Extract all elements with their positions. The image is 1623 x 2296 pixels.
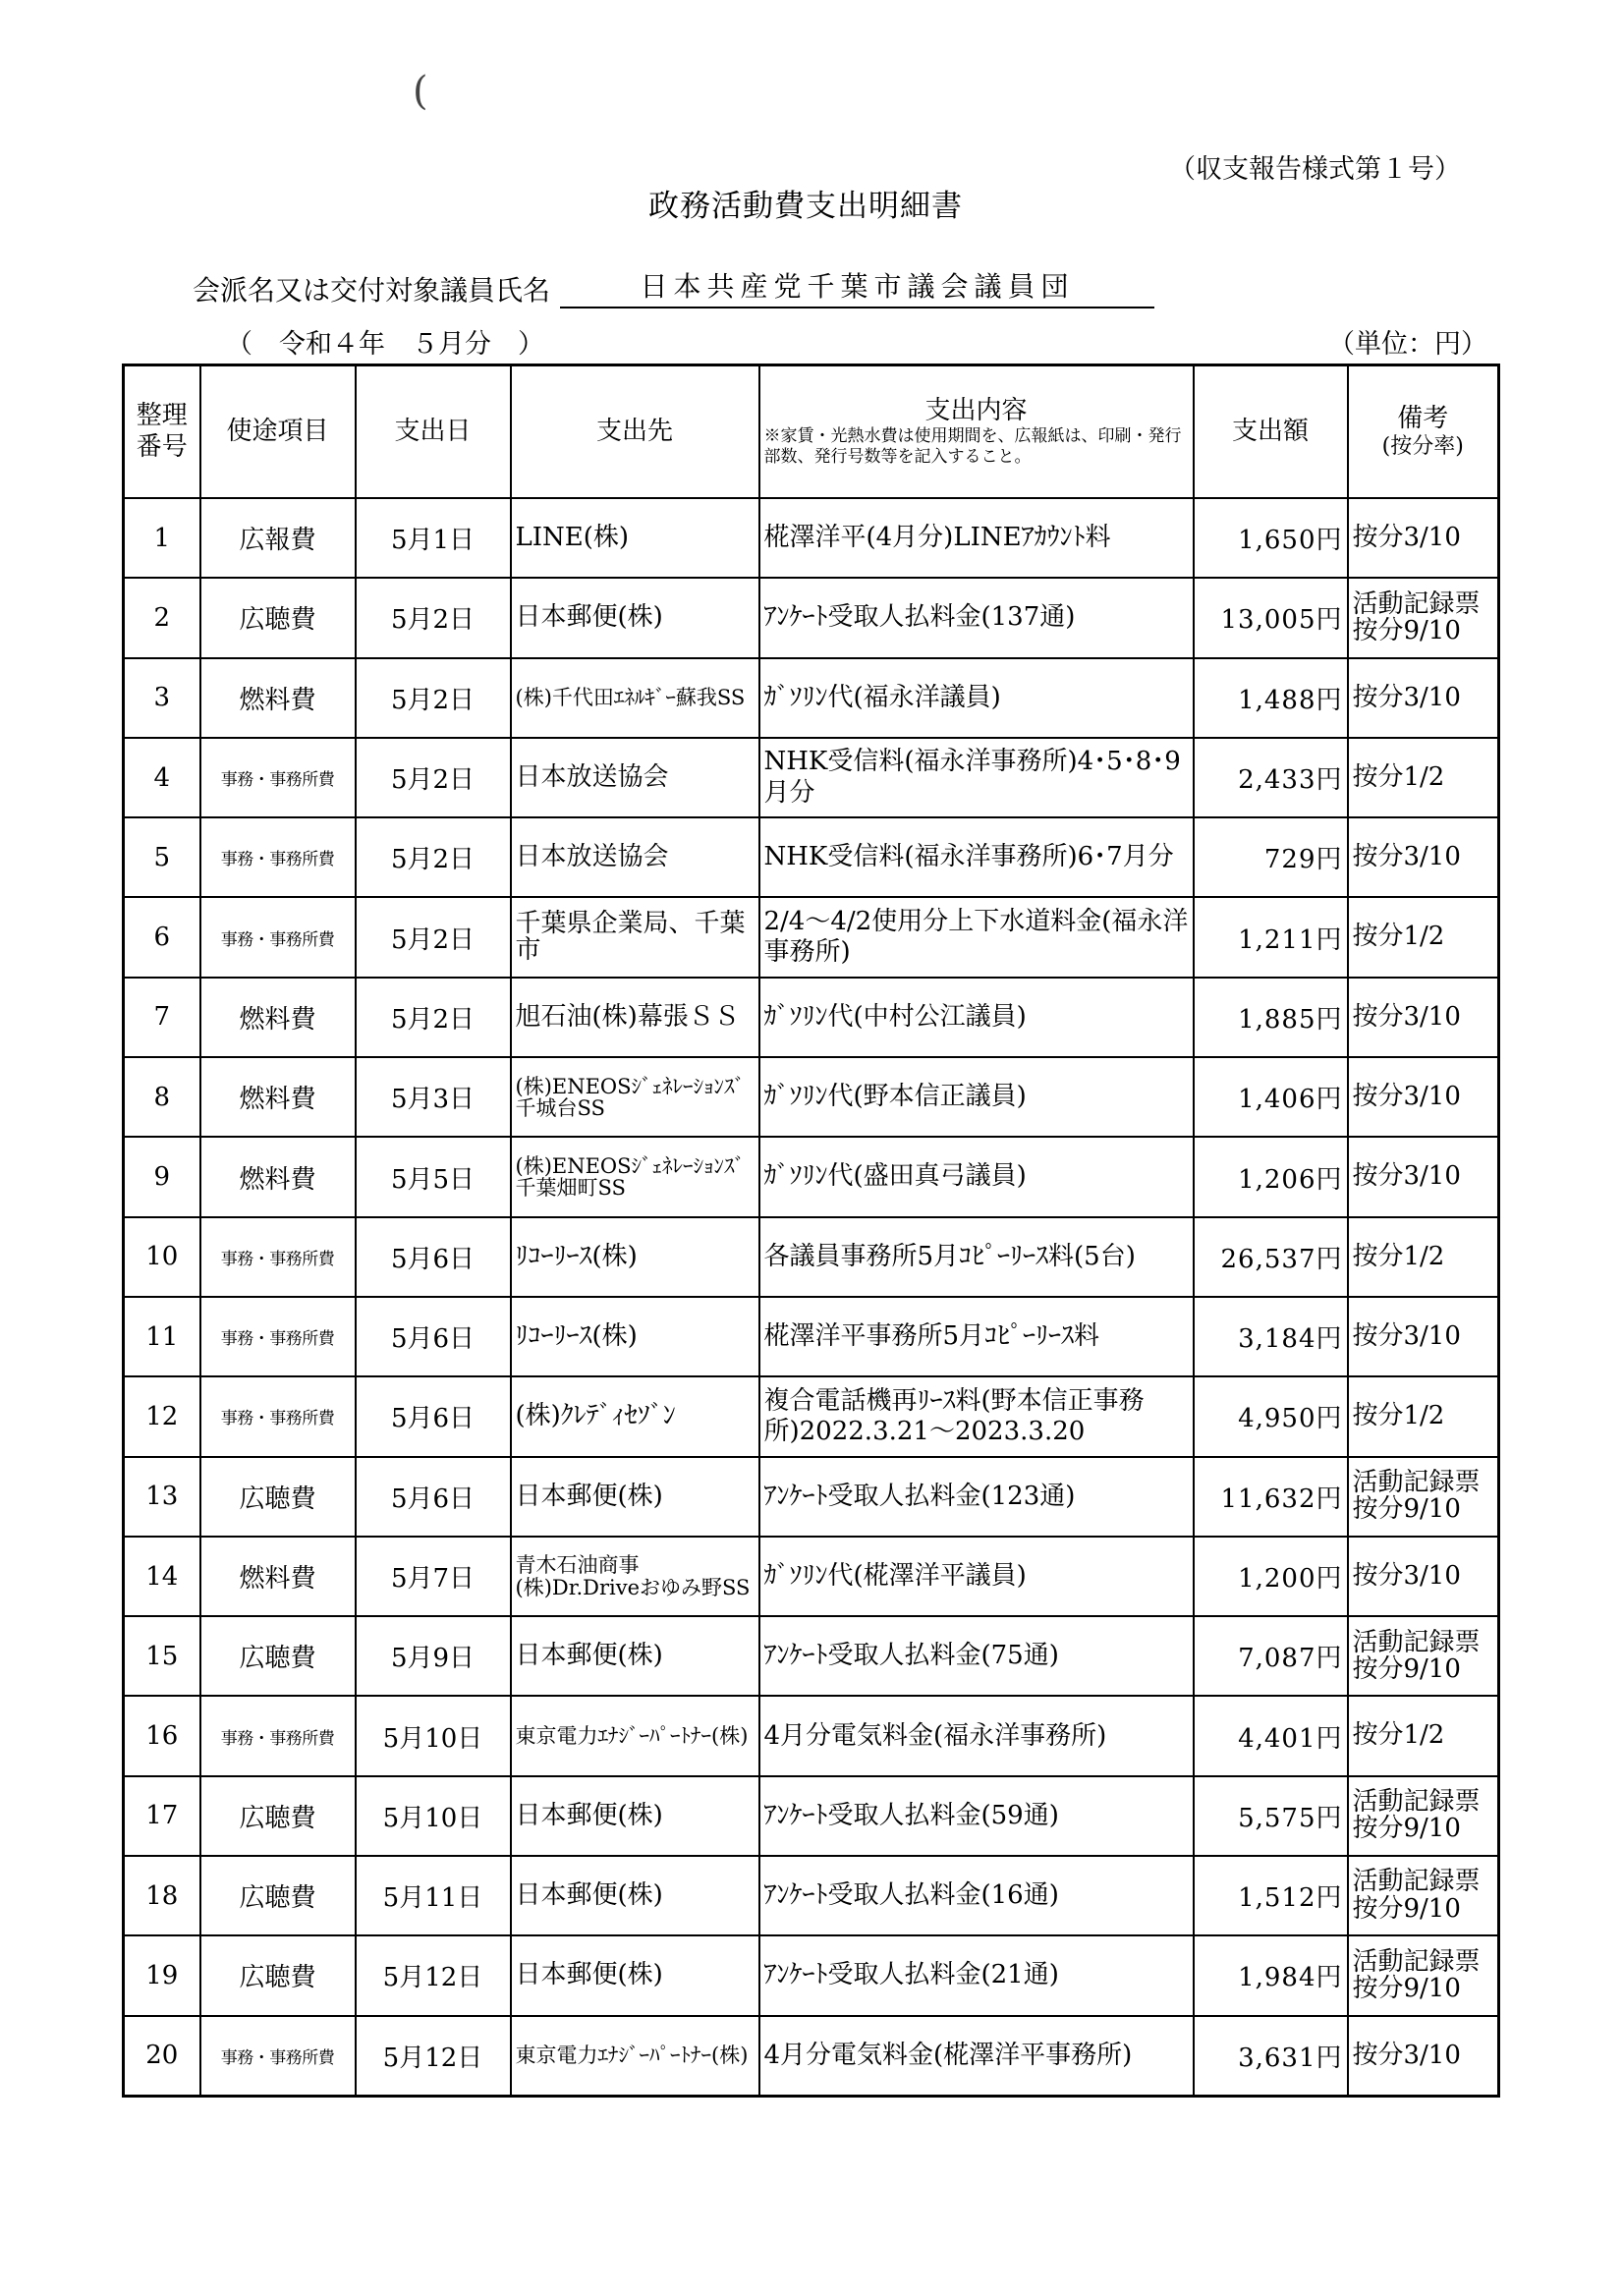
col-header-amount: 支出額 — [1194, 365, 1348, 499]
row-use-item: 燃料費 — [200, 1137, 356, 1216]
row-number: 13 — [124, 1457, 200, 1537]
row-note: 按分1/2 — [1348, 1217, 1499, 1297]
table-row — [124, 1776, 1499, 1856]
row-description: ｱﾝｹｰﾄ受取人払料金(137通) — [759, 578, 1194, 657]
row-number: 11 — [124, 1297, 200, 1376]
row-payee: 千葉県企業局、千葉市 — [511, 897, 759, 977]
row-number: 16 — [124, 1696, 200, 1775]
row-description: ｶﾞｿﾘﾝ代(盛田真弓議員) — [759, 1137, 1194, 1216]
row-number: 3 — [124, 658, 200, 738]
row-payee: 旭石油(株)幕張ＳＳ — [511, 978, 759, 1057]
row-description: NHK受信料(福永洋事務所)4･5･8･9月分 — [759, 738, 1194, 817]
row-amount: 1,984円 — [1194, 1935, 1348, 2015]
row-amount: 11,632円 — [1194, 1457, 1348, 1537]
col-header-date: 支出日 — [356, 365, 511, 499]
row-payee: 日本郵便(株) — [511, 578, 759, 657]
row-date: 5月3日 — [356, 1057, 511, 1137]
row-number: 20 — [124, 2016, 200, 2097]
table-row — [124, 817, 1499, 897]
table-row — [124, 1616, 1499, 1696]
row-description: NHK受信料(福永洋事務所)6･7月分 — [759, 817, 1194, 897]
row-number: 4 — [124, 738, 200, 817]
row-date: 5月6日 — [356, 1297, 511, 1376]
row-number: 7 — [124, 978, 200, 1057]
row-date: 5月5日 — [356, 1137, 511, 1216]
row-use-item: 燃料費 — [200, 1057, 356, 1137]
table-row — [124, 1297, 1499, 1376]
table-row — [124, 1696, 1499, 1775]
table-row — [124, 897, 1499, 977]
row-amount: 5,575円 — [1194, 1776, 1348, 1856]
row-date: 5月10日 — [356, 1696, 511, 1775]
col-header-note-sub: (按分率) — [1381, 433, 1464, 459]
row-date: 5月12日 — [356, 2016, 511, 2097]
row-use-item: 燃料費 — [200, 978, 356, 1057]
row-payee: 日本郵便(株) — [511, 1856, 759, 1935]
row-note: 按分3/10 — [1348, 1537, 1499, 1616]
table-row — [124, 498, 1499, 578]
row-payee: (株)千代田ｴﾈﾙｷﾞｰ蘇我SS — [511, 658, 759, 738]
row-use-item: 広聴費 — [200, 1935, 356, 2015]
row-description: ｱﾝｹｰﾄ受取人払料金(16通) — [759, 1856, 1194, 1935]
row-amount: 1,650円 — [1194, 498, 1348, 578]
row-note: 活動記録票按分9/10 — [1348, 1935, 1499, 2015]
row-description: 各議員事務所5月ｺﾋﾟｰﾘｰｽ料(5台) — [759, 1217, 1194, 1297]
row-number: 5 — [124, 817, 200, 897]
row-amount: 729円 — [1194, 817, 1348, 897]
row-payee: LINE(株) — [511, 498, 759, 578]
row-note: 按分1/2 — [1348, 1376, 1499, 1456]
col-header-content-title: 支出内容 — [924, 395, 1028, 425]
table-row — [124, 1457, 1499, 1537]
row-description: ｶﾞｿﾘﾝ代(野本信正議員) — [759, 1057, 1194, 1137]
row-date: 5月6日 — [356, 1217, 511, 1297]
table-row — [124, 658, 1499, 738]
row-amount: 4,950円 — [1194, 1376, 1348, 1456]
row-description: 2/4～4/2使用分上下水道料金(福永洋事務所) — [759, 897, 1194, 977]
row-number: 10 — [124, 1217, 200, 1297]
row-date: 5月1日 — [356, 498, 511, 578]
reporting-period: （ 令和４年 ５月分 ） — [226, 329, 544, 360]
table-row — [124, 1537, 1499, 1616]
row-amount: 3,631円 — [1194, 2016, 1348, 2097]
col-header-content — [759, 365, 1194, 499]
row-number: 2 — [124, 578, 200, 657]
row-use-item: 広聴費 — [200, 1457, 356, 1537]
row-note: 活動記録票按分9/10 — [1348, 1457, 1499, 1537]
row-note: 活動記録票按分9/10 — [1348, 1616, 1499, 1696]
row-date: 5月9日 — [356, 1616, 511, 1696]
row-date: 5月2日 — [356, 658, 511, 738]
row-payee: 青木石油商事(株)Dr.Driveおゆみ野SS — [511, 1537, 759, 1616]
row-description: ｱﾝｹｰﾄ受取人払料金(59通) — [759, 1776, 1194, 1856]
row-payee: (株)ｸﾚﾃﾞｨｾｿﾞﾝ — [511, 1376, 759, 1456]
row-payee: 日本放送協会 — [511, 738, 759, 817]
page-title: 政務活動費支出明細書 — [648, 189, 963, 224]
row-description: ｶﾞｿﾘﾝ代(椛澤洋平議員) — [759, 1537, 1194, 1616]
col-header-no: 整理番号 — [124, 365, 200, 499]
row-payee: ﾘｺｰﾘｰｽ(株) — [511, 1217, 759, 1297]
row-use-item: 燃料費 — [200, 1537, 356, 1616]
col-header-note — [1348, 365, 1499, 499]
row-description: ｶﾞｿﾘﾝ代(中村公江議員) — [759, 978, 1194, 1057]
expense-table — [122, 364, 1500, 2098]
row-date: 5月10日 — [356, 1776, 511, 1856]
row-amount: 1,206円 — [1194, 1137, 1348, 1216]
row-date: 5月7日 — [356, 1537, 511, 1616]
col-header-content-note: ※家賃・光熱水費は使用期間を、広報紙は、印刷・発行部数、発行号数等を記入すること。 — [763, 425, 1182, 468]
row-date: 5月2日 — [356, 578, 511, 657]
col-header-payee: 支出先 — [511, 365, 759, 499]
row-amount: 1,200円 — [1194, 1537, 1348, 1616]
row-amount: 1,512円 — [1194, 1856, 1348, 1935]
row-number: 9 — [124, 1137, 200, 1216]
row-amount: 7,087円 — [1194, 1616, 1348, 1696]
row-note: 按分3/10 — [1348, 658, 1499, 738]
row-amount: 1,488円 — [1194, 658, 1348, 738]
member-row — [193, 265, 1154, 308]
row-description: 複合電話機再ﾘｰｽ料(野本信正事務所)2022.3.21～2023.3.20 — [759, 1376, 1194, 1456]
row-use-item: 事務・事務所費 — [200, 1217, 356, 1297]
row-use-item: 事務・事務所費 — [200, 1376, 356, 1456]
row-use-item: 事務・事務所費 — [200, 1297, 356, 1376]
row-amount: 1,406円 — [1194, 1057, 1348, 1137]
row-number: 17 — [124, 1776, 200, 1856]
row-use-item: 広聴費 — [200, 578, 356, 657]
row-number: 12 — [124, 1376, 200, 1456]
table-row — [124, 1057, 1499, 1137]
row-amount: 1,211円 — [1194, 897, 1348, 977]
row-use-item: 事務・事務所費 — [200, 2016, 356, 2097]
row-payee: 日本郵便(株) — [511, 1776, 759, 1856]
row-note: 按分3/10 — [1348, 498, 1499, 578]
row-note: 按分3/10 — [1348, 1057, 1499, 1137]
row-number: 8 — [124, 1057, 200, 1137]
row-use-item: 広報費 — [200, 498, 356, 578]
row-note: 按分1/2 — [1348, 897, 1499, 977]
row-note: 活動記録票按分9/10 — [1348, 1856, 1499, 1935]
member-name: 日本共産党千葉市議会議員団 — [560, 265, 1154, 308]
row-payee: ﾘｺｰﾘｰｽ(株) — [511, 1297, 759, 1376]
row-description: 椛澤洋平事務所5月ｺﾋﾟｰﾘｰｽ料 — [759, 1297, 1194, 1376]
row-use-item: 広聴費 — [200, 1616, 356, 1696]
row-description: ｱﾝｹｰﾄ受取人払料金(21通) — [759, 1935, 1194, 2015]
row-payee: 日本郵便(株) — [511, 1616, 759, 1696]
row-amount: 2,433円 — [1194, 738, 1348, 817]
row-date: 5月2日 — [356, 738, 511, 817]
row-note: 活動記録票按分9/10 — [1348, 578, 1499, 657]
table-row — [124, 1856, 1499, 1935]
row-date: 5月11日 — [356, 1856, 511, 1935]
row-note: 按分3/10 — [1348, 2016, 1499, 2097]
row-note: 按分3/10 — [1348, 817, 1499, 897]
table-row — [124, 978, 1499, 1057]
row-note: 按分3/10 — [1348, 978, 1499, 1057]
row-payee: 日本郵便(株) — [511, 1935, 759, 2015]
row-date: 5月2日 — [356, 817, 511, 897]
row-use-item: 事務・事務所費 — [200, 738, 356, 817]
row-description: ｱﾝｹｰﾄ受取人払料金(75通) — [759, 1616, 1194, 1696]
row-number: 15 — [124, 1616, 200, 1696]
table-row — [124, 1217, 1499, 1297]
row-payee: 東京電力ｴﾅｼﾞｰﾊﾟｰﾄﾅｰ(株) — [511, 2016, 759, 2097]
row-description: 4月分電気料金(福永洋事務所) — [759, 1696, 1194, 1775]
scan-mark: ( — [413, 69, 428, 114]
row-use-item: 燃料費 — [200, 658, 356, 738]
row-payee: 日本郵便(株) — [511, 1457, 759, 1537]
row-description: 4月分電気料金(椛澤洋平事務所) — [759, 2016, 1194, 2097]
table-row — [124, 1935, 1499, 2015]
row-description: 椛澤洋平(4月分)LINEｱｶｳﾝﾄ料 — [759, 498, 1194, 578]
row-number: 6 — [124, 897, 200, 977]
col-header-use: 使途項目 — [200, 365, 356, 499]
row-note: 按分1/2 — [1348, 738, 1499, 817]
row-number: 1 — [124, 498, 200, 578]
col-header-note-title: 備考 — [1397, 403, 1449, 433]
row-use-item: 事務・事務所費 — [200, 897, 356, 977]
table-row — [124, 738, 1499, 817]
row-date: 5月6日 — [356, 1376, 511, 1456]
table-row — [124, 1137, 1499, 1216]
form-number: （収支報告様式第１号） — [1169, 154, 1461, 185]
unit-label: （単位：円） — [1328, 329, 1487, 360]
row-note: 按分3/10 — [1348, 1137, 1499, 1216]
row-amount: 4,401円 — [1194, 1696, 1348, 1775]
member-label: 会派名又は交付対象議員氏名 — [193, 274, 551, 307]
row-date: 5月12日 — [356, 1935, 511, 2015]
row-number: 19 — [124, 1935, 200, 2015]
row-note: 按分1/2 — [1348, 1696, 1499, 1775]
table-header-row — [124, 365, 1499, 499]
row-use-item: 広聴費 — [200, 1776, 356, 1856]
row-note: 按分3/10 — [1348, 1297, 1499, 1376]
table-row — [124, 2016, 1499, 2097]
row-number: 18 — [124, 1856, 200, 1935]
row-date: 5月2日 — [356, 978, 511, 1057]
row-use-item: 事務・事務所費 — [200, 817, 356, 897]
table-row — [124, 1376, 1499, 1456]
row-description: ｶﾞｿﾘﾝ代(福永洋議員) — [759, 658, 1194, 738]
table-row — [124, 578, 1499, 657]
row-description: ｱﾝｹｰﾄ受取人払料金(123通) — [759, 1457, 1194, 1537]
row-payee: 日本放送協会 — [511, 817, 759, 897]
row-date: 5月2日 — [356, 897, 511, 977]
row-amount: 26,537円 — [1194, 1217, 1348, 1297]
row-payee: (株)ENEOSｼﾞｪﾈﾚｰｼｮﾝｽﾞ千城台SS — [511, 1057, 759, 1137]
row-use-item: 広聴費 — [200, 1856, 356, 1935]
row-note: 活動記録票按分9/10 — [1348, 1776, 1499, 1856]
row-amount: 3,184円 — [1194, 1297, 1348, 1376]
row-number: 14 — [124, 1537, 200, 1616]
row-payee: 東京電力ｴﾅｼﾞｰﾊﾟｰﾄﾅｰ(株) — [511, 1696, 759, 1775]
row-amount: 1,885円 — [1194, 978, 1348, 1057]
row-date: 5月6日 — [356, 1457, 511, 1537]
row-use-item: 事務・事務所費 — [200, 1696, 356, 1775]
row-payee: (株)ENEOSｼﾞｪﾈﾚｰｼｮﾝｽﾞ千葉畑町SS — [511, 1137, 759, 1216]
row-amount: 13,005円 — [1194, 578, 1348, 657]
